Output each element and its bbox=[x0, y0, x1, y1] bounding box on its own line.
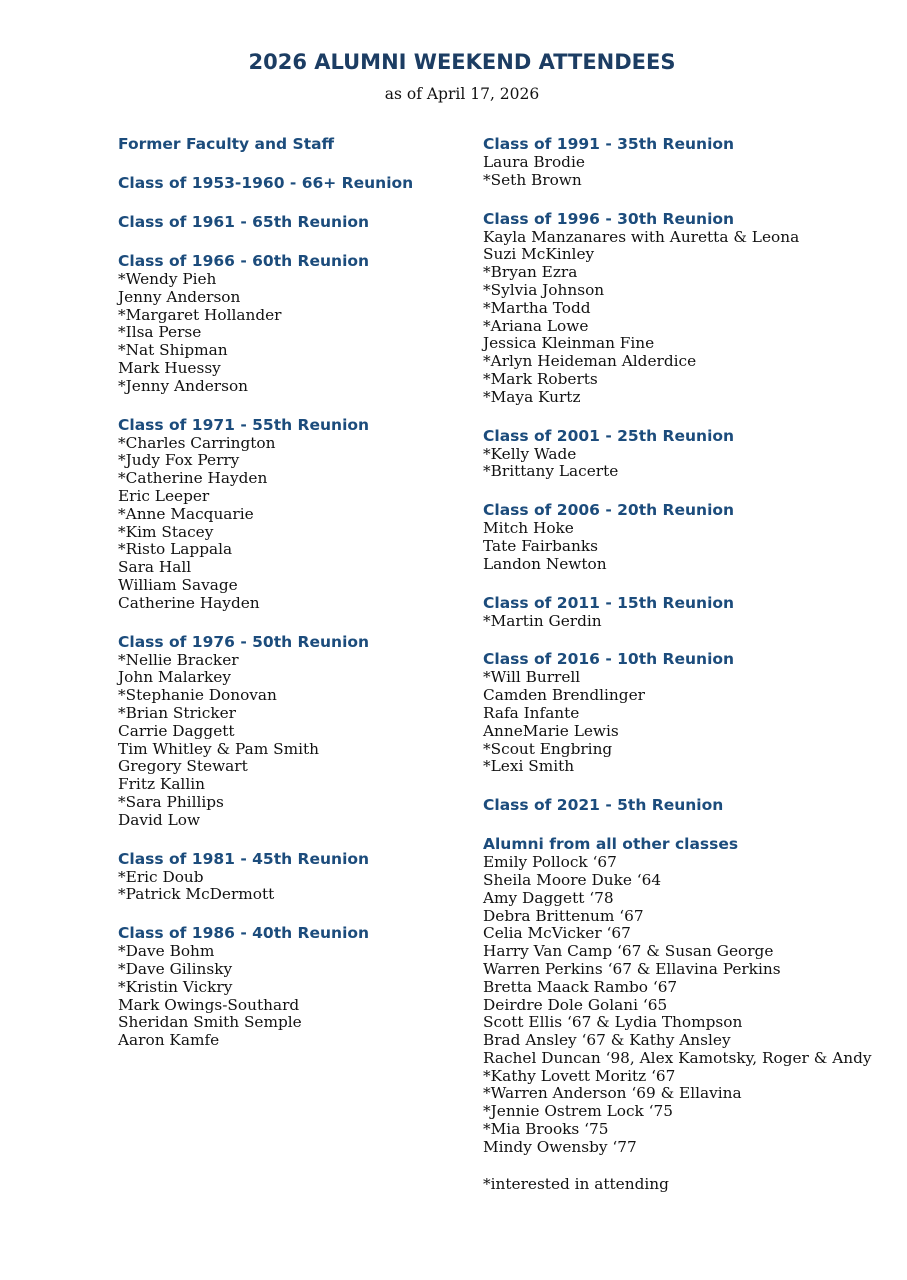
attendee-name: William Savage bbox=[118, 575, 238, 594]
attendee-name: *Brian Stricker bbox=[118, 703, 236, 722]
attendee-name: *Will Burrell bbox=[483, 668, 581, 687]
section-heading: Class of 1953-1960 - 66+ Reunion bbox=[118, 174, 414, 192]
attendee-name: Sheridan Smith Semple bbox=[118, 1013, 302, 1032]
attendee-name: Amy Daggett ‘78 bbox=[483, 888, 614, 907]
footnote: *interested in attending bbox=[483, 1174, 669, 1193]
section-heading: Former Faculty and Staff bbox=[118, 135, 335, 153]
attendee-name: *Martin Gerdin bbox=[483, 611, 602, 630]
attendee-name: *Eric Doub bbox=[118, 867, 204, 886]
section-class-of-1961-65th-reunion bbox=[118, 213, 478, 232]
attendee-name: Celia McVicker ‘67 bbox=[483, 924, 631, 943]
attendee-name: *Margaret Hollander bbox=[118, 305, 282, 324]
attendee-name: *Sara Phillips bbox=[118, 792, 224, 811]
attendee-name: Scott Ellis ‘67 & Lydia Thompson bbox=[483, 1013, 743, 1032]
attendee-name: *Bryan Ezra bbox=[483, 263, 578, 282]
attendee-name: John Malarkey bbox=[118, 668, 231, 687]
section-class-of-1996-30th-reunion bbox=[483, 210, 903, 407]
attendee-name: *Anne Macquarie bbox=[118, 504, 254, 523]
attendee-name: David Low bbox=[118, 810, 201, 829]
section-class-of-2001-25th-reunion bbox=[483, 427, 903, 482]
attendee-name: Camden Brendlinger bbox=[483, 686, 645, 705]
attendee-name: *Ariana Lowe bbox=[483, 316, 589, 335]
attendee-name: *Nat Shipman bbox=[118, 341, 228, 360]
section-heading: Class of 1996 - 30th Reunion bbox=[483, 209, 735, 228]
section-heading: Class of 1961 - 65th Reunion bbox=[118, 213, 370, 231]
attendee-name: Deirdre Dole Golani ‘65 bbox=[483, 995, 668, 1014]
left-column bbox=[118, 135, 478, 1070]
section-heading: Class of 1976 - 50th Reunion bbox=[118, 632, 370, 651]
section-class-of-1966-60th-reunion bbox=[118, 252, 478, 396]
section-heading: Class of 2011 - 15th Reunion bbox=[483, 593, 735, 612]
section-class-of-1991-35th-reunion bbox=[483, 135, 903, 190]
attendee-name: Mark Owings-Southard bbox=[118, 995, 300, 1014]
section-class-of-1986-40th-reunion bbox=[118, 924, 478, 1050]
attendee-name: *Dave Bohm bbox=[118, 942, 215, 961]
attendee-name: Sara Hall bbox=[118, 558, 192, 577]
attendee-name: *Brittany Lacerte bbox=[483, 462, 619, 481]
attendee-name: *Scout Engbring bbox=[483, 739, 613, 758]
attendee-name: Debra Brittenum ‘67 bbox=[483, 906, 644, 925]
attendee-name: Mark Huessy bbox=[118, 358, 221, 377]
section-heading: Class of 1971 - 55th Reunion bbox=[118, 415, 370, 434]
attendee-name: Catherine Hayden bbox=[118, 593, 260, 612]
section-class-of-1953-1960-66-reunion bbox=[118, 174, 478, 193]
attendee-name: Rafa Infante bbox=[483, 703, 580, 722]
page-subtitle: as of April 17, 2026 bbox=[384, 85, 540, 103]
attendee-name: Warren Perkins ‘67 & Ellavina Perkins bbox=[483, 959, 781, 978]
attendee-name: Brad Ansley ‘67 & Kathy Ansley bbox=[483, 1031, 731, 1050]
section-heading: Class of 1991 - 35th Reunion bbox=[483, 135, 735, 153]
attendee-name: Fritz Kallin bbox=[118, 775, 205, 794]
section-class-of-1971-55th-reunion bbox=[118, 416, 478, 613]
attendee-name: *Kristin Vickry bbox=[118, 977, 233, 996]
attendee-name: *Risto Lappala bbox=[118, 540, 233, 559]
attendee-name: Mindy Owensby ‘77 bbox=[483, 1137, 637, 1156]
attendee-name: *Patrick McDermott bbox=[118, 885, 275, 904]
attendee-name: Aaron Kamfe bbox=[118, 1031, 220, 1050]
attendee-name: Sheila Moore Duke ‘64 bbox=[483, 870, 662, 889]
attendee-name: *Lexi Smith bbox=[483, 757, 575, 776]
attendee-name: *Seth Brown bbox=[483, 170, 582, 189]
attendee-name: Tim Whitley & Pam Smith bbox=[118, 739, 319, 758]
attendee-name: Harry Van Camp ‘67 & Susan George bbox=[483, 942, 774, 961]
section-class-of-2016-10th-reunion bbox=[483, 650, 903, 776]
attendee-name: AnneMarie Lewis bbox=[483, 721, 619, 740]
attendee-name: *Charles Carrington bbox=[118, 433, 276, 452]
attendee-name: Mitch Hoke bbox=[483, 519, 574, 538]
right-column-sections bbox=[483, 135, 903, 1157]
attendee-name: *Catherine Hayden bbox=[118, 469, 268, 488]
section-class-of-2021-5th-reunion bbox=[483, 796, 903, 815]
section-heading: Class of 1986 - 40th Reunion bbox=[118, 924, 370, 943]
section-alumni-from-all-other-classes bbox=[483, 835, 903, 1157]
attendee-name: *Nellie Bracker bbox=[118, 650, 239, 669]
section-class-of-2006-20th-reunion bbox=[483, 501, 903, 573]
attendee-name: *Warren Anderson ‘69 & Ellavina bbox=[483, 1084, 742, 1103]
attendee-name: *Mark Roberts bbox=[483, 369, 598, 388]
section-former-faculty-and-staff bbox=[118, 135, 478, 154]
section-heading: Class of 1981 - 45th Reunion bbox=[118, 849, 370, 868]
section-heading: Class of 1966 - 60th Reunion bbox=[118, 252, 370, 270]
section-class-of-1976-50th-reunion bbox=[118, 633, 478, 830]
attendee-name: *Dave Gilinsky bbox=[118, 959, 233, 978]
attendee-name: *Mia Brooks ‘75 bbox=[483, 1120, 609, 1139]
attendee-name: Jenny Anderson bbox=[118, 287, 241, 306]
attendee-name: *Kathy Lovett Moritz ‘67 bbox=[483, 1066, 676, 1085]
attendee-name: *Judy Fox Perry bbox=[118, 451, 240, 470]
attendee-name: Jessica Kleinman Fine bbox=[483, 334, 655, 353]
attendee-name: *Stephanie Donovan bbox=[118, 686, 277, 705]
attendee-name: *Maya Kurtz bbox=[483, 387, 581, 406]
attendee-name: Laura Brodie bbox=[483, 153, 585, 171]
attendee-name: *Jenny Anderson bbox=[118, 376, 249, 395]
attendee-name: Eric Leeper bbox=[118, 486, 210, 505]
attendee-name: *Sylvia Johnson bbox=[483, 280, 605, 299]
attendee-name: Rachel Duncan ‘98, Alex Kamotsky, Roger & Andy bbox=[483, 1048, 872, 1067]
attendee-name: Landon Newton bbox=[483, 554, 607, 573]
attendee-name: Emily Pollock ‘67 bbox=[483, 853, 617, 872]
attendee-name: *Kelly Wade bbox=[483, 444, 577, 463]
attendee-name: *Jennie Ostrem Lock ‘75 bbox=[483, 1102, 674, 1121]
attendee-name: *Kim Stacey bbox=[118, 522, 214, 541]
section-heading: Class of 2016 - 10th Reunion bbox=[483, 650, 735, 669]
attendee-name: *Martha Todd bbox=[483, 298, 591, 317]
attendee-name: Bretta Maack Rambo ‘67 bbox=[483, 977, 678, 996]
section-heading: Class of 2001 - 25th Reunion bbox=[483, 426, 735, 445]
section-class-of-1981-45th-reunion bbox=[118, 850, 478, 905]
attendee-name: *Arlyn Heideman Alderdice bbox=[483, 352, 697, 371]
section-heading: Alumni from all other classes bbox=[483, 835, 739, 854]
attendee-name: Kayla Manzanares with Auretta & Leona bbox=[483, 227, 800, 246]
section-heading: Class of 2006 - 20th Reunion bbox=[483, 501, 735, 520]
attendee-name: Suzi McKinley bbox=[483, 245, 595, 264]
attendee-name: Gregory Stewart bbox=[118, 757, 248, 776]
attendee-name: Carrie Daggett bbox=[118, 721, 235, 740]
attendee-name: *Wendy Pieh bbox=[118, 270, 217, 288]
attendee-name: *Ilsa Perse bbox=[118, 323, 202, 342]
right-column bbox=[483, 135, 903, 1193]
section-heading: Class of 2021 - 5th Reunion bbox=[483, 796, 724, 815]
section-class-of-2011-15th-reunion bbox=[483, 594, 903, 631]
page-title: 2026 ALUMNI WEEKEND ATTENDEES bbox=[248, 50, 676, 74]
attendee-name: Tate Fairbanks bbox=[483, 536, 598, 555]
